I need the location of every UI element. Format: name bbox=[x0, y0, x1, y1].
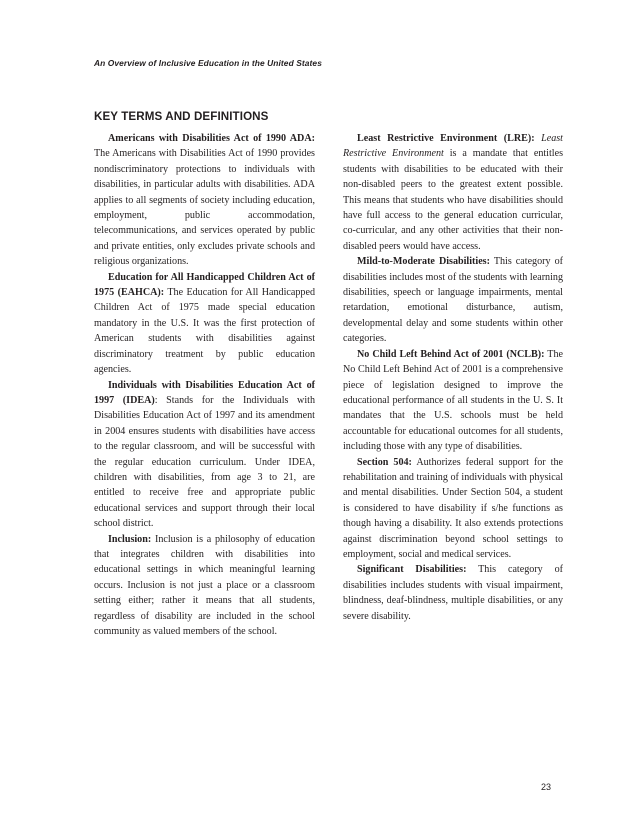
right-column bbox=[343, 131, 563, 624]
term-significant: Significant Disabilities: bbox=[357, 564, 467, 576]
left-column bbox=[94, 110, 315, 639]
definition-nclb bbox=[343, 347, 563, 455]
term-nclb: No Child Left Behind Act of 2001 (NCLB): bbox=[357, 348, 545, 360]
definition-inclusion bbox=[94, 532, 315, 640]
definition-inclusion-body: Inclusion is a philosophy of education that integrates children with disabilities into educational settings in which meaningful learning occurs. Inclusion is not just a place or a classroom setting either; rather it means that all students, regardless of disability are included in the school community as valued members of the school. bbox=[94, 533, 315, 637]
definition-ada bbox=[94, 131, 315, 270]
term-eahca: Education for All Handicapped Children Act of 1975 (EAHCA): bbox=[94, 271, 315, 299]
definition-mild-moderate bbox=[343, 254, 563, 346]
term-inclusion: Inclusion: bbox=[108, 533, 152, 545]
definition-eahca-body: The Education for All Handicapped Children Act of 1975 made special education mandatory in the U.S. It was the first protection of American students with disabilities against discriminatory treatment by public education agencies. bbox=[94, 287, 315, 376]
definition-ada-body: The Americans with Disabilities Act of 1990 provides nondiscriminatory protections to individuals with disabilities, in particular adults with disabilities. ADA applies to all segments of society including education, employment, public accommodation, telecommunications, and services operated by public and private entities, only excludes private schools and religious organizations. bbox=[94, 148, 315, 268]
definition-lre bbox=[343, 131, 563, 254]
section-heading: KEY TERMS AND DEFINITIONS bbox=[94, 110, 269, 123]
definition-eahca bbox=[94, 270, 315, 378]
definition-nclb-body: The No Child Left Behind Act of 2001 is a comprehensive piece of legislation designed to improve the educational performance of all students in the U. S. It mandates that the U.S. schools must be held accountable for educational outcomes for all students, including those with any type of disabilities. bbox=[343, 348, 563, 453]
term-lre: Least Restrictive Environment (LRE): bbox=[357, 133, 535, 144]
term-mild-moderate: Mild-to-Moderate Disabilities: bbox=[357, 256, 490, 268]
definition-lre-italic: Least Restrictive Environment bbox=[343, 133, 563, 160]
running-header: An Overview of Inclusive Education in the United States bbox=[94, 58, 322, 68]
definition-section-504-body: Authorizes federal support for the rehabilitation and training of individuals with physical and mental disabilities. Under Section 504, a student is considered to have disability if s/he functions as though having a disability. It also extends protections against discrimination beyond school settings to employment, social and medical services. bbox=[343, 456, 563, 560]
definition-significant bbox=[343, 562, 563, 624]
page-number: 23 bbox=[541, 782, 552, 792]
definition-idea-body: : Stands for the Individuals with Disabilities Education Act of 1997 and its amendment in 2004 ensures students with disabilities have access to the regular classroom, and will be successful with the regular education curriculum. Under IDEA, children with disabilities, from age 3 to 21, are entitled to receive free and appropriate public educational services and support through their local school district. bbox=[94, 394, 315, 530]
term-ada: Americans with Disabilities Act of 1990 ADA: bbox=[108, 133, 315, 144]
definition-idea bbox=[94, 378, 315, 532]
definition-significant-body: This category of disabilities includes students with visual impairment, blindness, deaf-blindness, multiple disabilities, or any severe disability. bbox=[343, 564, 563, 622]
term-idea: Individuals with Disabilities Education Act of 1997 (IDEA) bbox=[94, 379, 315, 406]
definition-lre-body: is a mandate that entitles students with disabilities to be educated with their non-disabled peers to the greatest extent possible. This means that students who have disabilities should have full access to the general education curricular, co-curricular, and any other activities that their non-disabled peers would have access. bbox=[343, 148, 563, 252]
term-section-504: Section 504: bbox=[357, 456, 412, 468]
definition-mild-moderate-body: This category of disabilities includes most of the students with learning disabilities, speech or language impairments, mental retardation, emotional disturbance, autism, developmental delay and some students within other categories. bbox=[343, 256, 563, 345]
definition-section-504 bbox=[343, 455, 563, 563]
